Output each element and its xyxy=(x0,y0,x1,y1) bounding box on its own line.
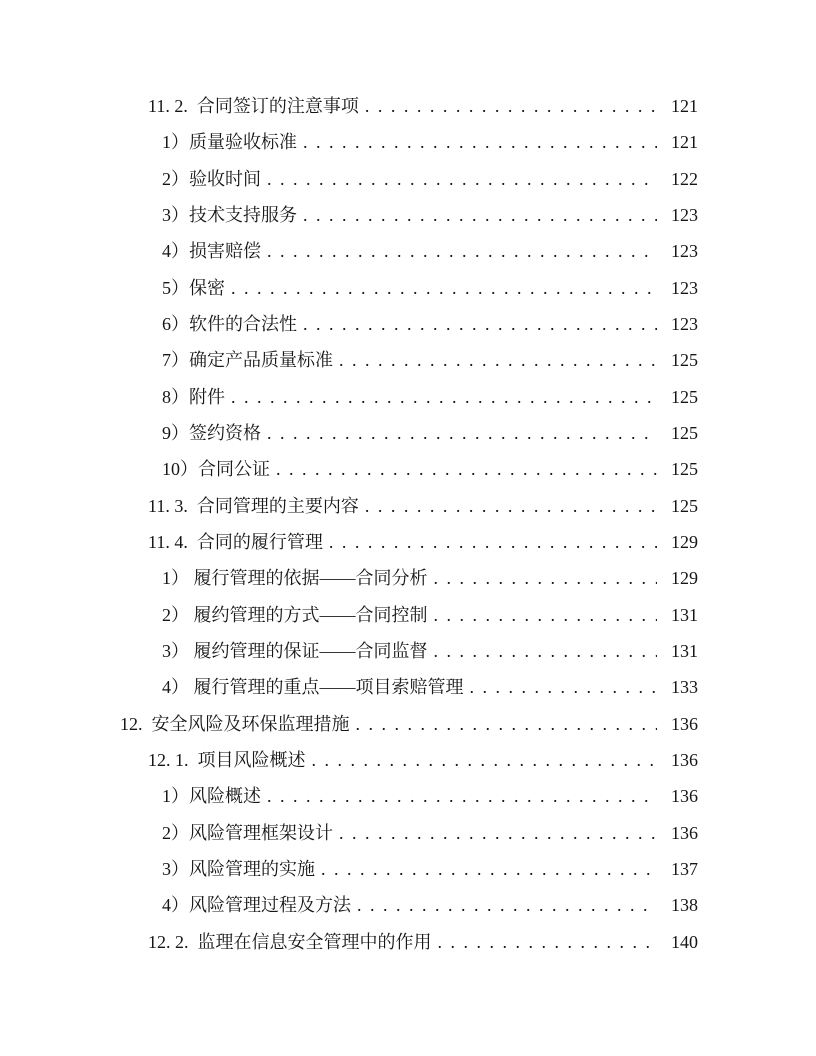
toc-entry-page: 137 xyxy=(671,858,698,879)
toc-entry-label: 7）确定产品质量标准 xyxy=(162,350,333,371)
toc-entry-page: 123 xyxy=(671,277,698,298)
toc-entry-label: 1） 履行管理的依据——合同分析 xyxy=(162,568,428,589)
toc-entry-label: 2）风险管理框架设计 xyxy=(162,822,333,843)
dot-leader xyxy=(365,88,657,124)
toc-entry-page: 125 xyxy=(671,386,698,407)
toc-entry-label: 3） 履约管理的保证——合同监督 xyxy=(162,640,428,661)
toc-entry-label: 9）签约资格 xyxy=(162,422,261,443)
dot-leader xyxy=(434,633,658,669)
toc-entry[interactable] xyxy=(0,706,698,742)
toc-entry-page: 136 xyxy=(671,786,698,807)
toc-entry-page: 140 xyxy=(671,931,698,952)
toc-entry-page: 125 xyxy=(671,459,698,480)
toc-entry-page: 129 xyxy=(671,531,698,552)
toc-entry[interactable] xyxy=(0,451,698,487)
toc-entry-label: 8）附件 xyxy=(162,386,225,407)
toc-entry-label: 11. 4. 合同的履行管理 xyxy=(148,531,323,552)
toc-entry-page: 136 xyxy=(671,749,698,770)
toc-entry-page: 125 xyxy=(671,495,698,516)
dot-leader xyxy=(231,270,657,306)
toc-entry-page: 123 xyxy=(671,313,698,334)
dot-leader xyxy=(365,488,657,524)
toc-entry[interactable] xyxy=(0,161,698,197)
toc-entry-label: 6）软件的合法性 xyxy=(162,313,297,334)
toc-entry-page: 125 xyxy=(671,422,698,443)
toc-entry[interactable] xyxy=(0,379,698,415)
dot-leader xyxy=(312,742,658,778)
dot-leader xyxy=(434,560,658,596)
dot-leader xyxy=(267,233,657,269)
toc-entry-label: 2）验收时间 xyxy=(162,168,261,189)
toc-entry[interactable] xyxy=(0,488,698,524)
toc-entry[interactable] xyxy=(0,306,698,342)
toc-entry-page: 129 xyxy=(671,568,698,589)
toc-entry[interactable] xyxy=(0,270,698,306)
toc-entry-label: 1）质量验收标准 xyxy=(162,132,297,153)
toc-entry-page: 121 xyxy=(671,132,698,153)
dot-leader xyxy=(276,451,657,487)
dot-leader xyxy=(438,924,658,960)
dot-leader xyxy=(267,778,657,814)
dot-leader xyxy=(303,197,657,233)
toc-entry[interactable] xyxy=(0,633,698,669)
toc-entry[interactable] xyxy=(0,669,698,705)
toc-entry-page: 133 xyxy=(671,677,698,698)
toc-entry[interactable] xyxy=(0,88,698,124)
toc-entry[interactable] xyxy=(0,887,698,923)
toc-entry-label: 12. 1. 项目风险概述 xyxy=(148,749,306,770)
dot-leader xyxy=(470,669,658,705)
toc-entry-page: 131 xyxy=(671,604,698,625)
toc-entry[interactable] xyxy=(0,851,698,887)
toc-entry[interactable] xyxy=(0,342,698,378)
dot-leader xyxy=(356,706,658,742)
toc-entry[interactable] xyxy=(0,815,698,851)
toc-entry-label: 11. 2. 合同签订的注意事项 xyxy=(148,96,359,116)
toc-entry[interactable] xyxy=(0,233,698,269)
dot-leader xyxy=(321,851,657,887)
toc-entry-label: 11. 3. 合同管理的主要内容 xyxy=(148,495,359,516)
toc-entry[interactable] xyxy=(0,415,698,451)
dot-leader xyxy=(357,887,657,923)
toc-entry-label: 3）技术支持服务 xyxy=(162,204,297,225)
dot-leader xyxy=(231,379,657,415)
toc-entry-page: 138 xyxy=(671,895,698,916)
toc-entry[interactable] xyxy=(0,778,698,814)
toc-entry-page: 131 xyxy=(671,640,698,661)
toc-entry[interactable] xyxy=(0,197,698,233)
toc-entry-label: 10）合同公证 xyxy=(162,459,270,480)
dot-leader xyxy=(267,415,657,451)
toc-entry-label: 12. 安全风险及环保监理措施 xyxy=(120,713,350,734)
toc-entry-label: 5）保密 xyxy=(162,277,225,298)
toc-entry[interactable] xyxy=(0,924,698,960)
toc-entry-label: 4）风险管理过程及方法 xyxy=(162,895,351,916)
toc-entry[interactable] xyxy=(0,742,698,778)
toc-entry[interactable] xyxy=(0,597,698,633)
table-of-contents xyxy=(0,88,698,960)
toc-entry-label: 1）风险概述 xyxy=(162,786,261,807)
toc-entry-page: 136 xyxy=(671,822,698,843)
toc-entry-label: 4）损害赔偿 xyxy=(162,241,261,262)
toc-entry-page: 136 xyxy=(671,713,698,734)
dot-leader xyxy=(303,306,657,342)
toc-entry[interactable] xyxy=(0,560,698,596)
toc-entry-page: 125 xyxy=(671,350,698,371)
toc-entry-page: 123 xyxy=(671,204,698,225)
dot-leader xyxy=(267,161,657,197)
dot-leader xyxy=(329,524,657,560)
toc-entry-label: 12. 2. 监理在信息安全管理中的作用 xyxy=(148,931,432,952)
toc-entry[interactable] xyxy=(0,524,698,560)
toc-entry-page: 121 xyxy=(671,96,698,116)
dot-leader xyxy=(339,342,657,378)
dot-leader xyxy=(339,815,657,851)
dot-leader xyxy=(434,597,658,633)
toc-entry-label: 3）风险管理的实施 xyxy=(162,858,315,879)
toc-entry-page: 123 xyxy=(671,241,698,262)
dot-leader xyxy=(303,124,657,160)
toc-entry[interactable] xyxy=(0,124,698,160)
toc-entry-label: 4） 履行管理的重点——项目索赔管理 xyxy=(162,677,464,698)
toc-entry-label: 2） 履约管理的方式——合同控制 xyxy=(162,604,428,625)
toc-entry-page: 122 xyxy=(671,168,698,189)
